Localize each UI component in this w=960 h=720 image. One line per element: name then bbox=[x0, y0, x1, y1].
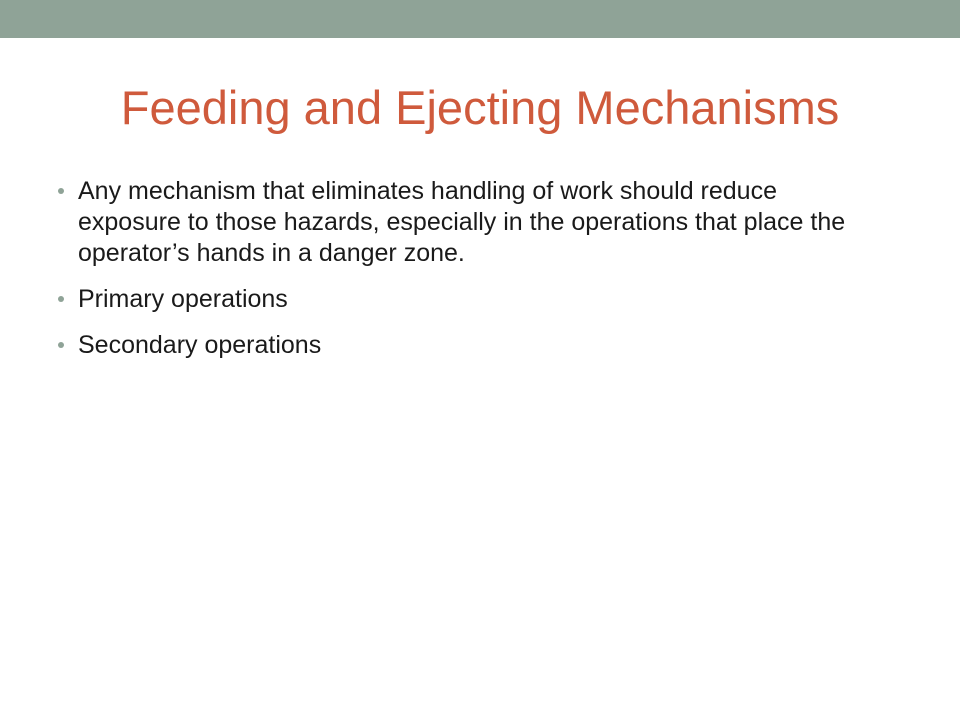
bullet-list bbox=[58, 176, 858, 376]
bullet-text: Primary operations bbox=[78, 285, 288, 313]
bullet-item bbox=[58, 330, 858, 361]
bullet-text: Secondary operations bbox=[78, 331, 322, 359]
bullet-dot-icon bbox=[58, 296, 64, 302]
top-accent-band bbox=[0, 0, 960, 38]
bullet-item bbox=[58, 284, 858, 315]
bullet-dot-icon bbox=[58, 188, 64, 194]
slide-title: Feeding and Ejecting Mechanisms bbox=[120, 81, 840, 134]
bullet-dot-icon bbox=[58, 342, 64, 348]
bullet-text: Any mechanism that eliminates handling of work should reduce exposure to those hazards, especially in the operations that place the operator’s hands in a danger zone. bbox=[78, 177, 846, 267]
bullet-item bbox=[58, 176, 858, 269]
